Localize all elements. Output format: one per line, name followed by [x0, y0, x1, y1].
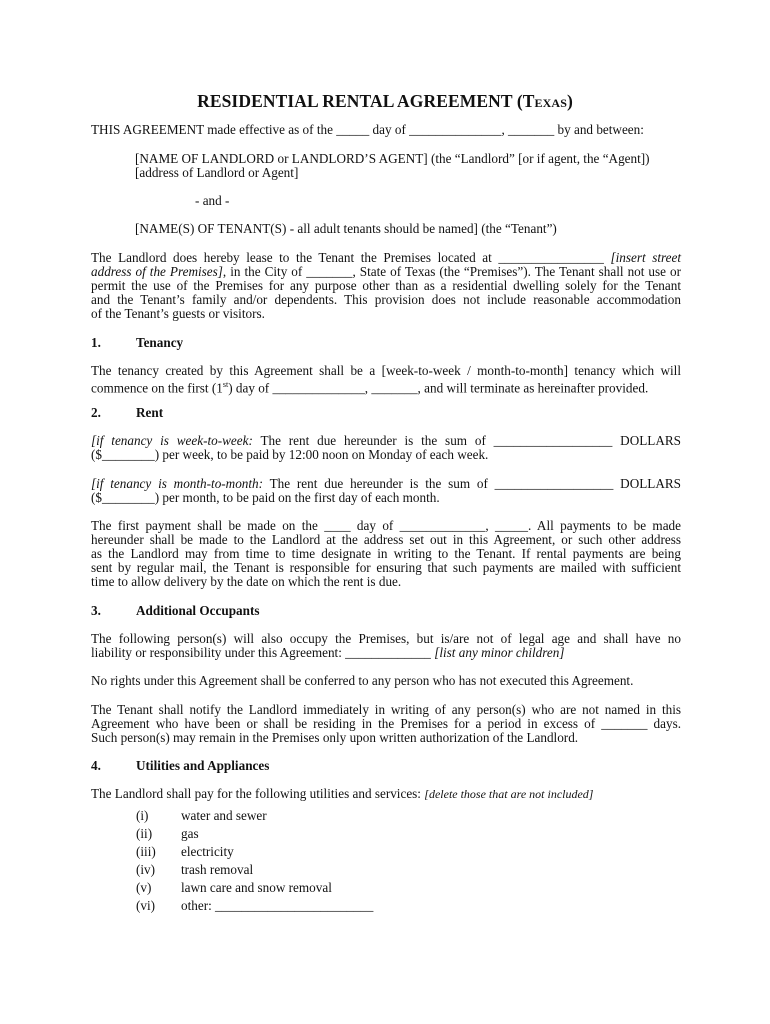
payment-line-1: The first payment shall be made on the ____ day of _____________, _____. All payments to be made [91, 518, 681, 533]
notify-line-3: Such person(s) may remain in the Premises only upon written authorization of the Landlord. [91, 730, 579, 745]
notify-line-2: Agreement who have been or shall be residing in the Premises for a period in excess of _______ days. [91, 716, 681, 731]
utility-item: (iv) trash removal [136, 862, 254, 877]
section-heading-tenancy: 1. Tenancy [91, 335, 184, 350]
title-main: RESIDENTIAL RENTAL AGREEMENT ( [197, 91, 523, 111]
payment-line-3: as the Landlord may from time to time designate in writing to the Tenant. If rental payments are being [91, 546, 681, 561]
and-separator: - and - [195, 193, 230, 208]
premises-line-5: of the Tenant’s guests or visitors. [91, 306, 265, 321]
payment-line-2: hereunder shall be made to the Landlord at the address set out in this Agreement, or such other address [91, 532, 681, 547]
premises-line-2: address of the Premises], in the City of _______, State of Texas (the “Premises”). The Tenant shall not use or [91, 264, 681, 279]
section-heading-rent: 2. Rent [91, 405, 164, 420]
tenancy-line-2: commence on the first (1st) day of ______________, _______, and will terminate as hereinafter provided. [91, 380, 649, 396]
premises-line-1: The Landlord does hereby lease to the Tenant the Premises located at ________________ [insert street [91, 250, 681, 265]
rent-weekly-line-1: [if tenancy is week-to-week: The rent due hereunder is the sum of __________________ DOLLARS [91, 433, 681, 448]
landlord-address-line: [address of Landlord or Agent] [135, 165, 299, 180]
notify-line-1: The Tenant shall notify the Landlord immediately in writing of any person(s) who are not named in this [91, 702, 681, 717]
rent-monthly-line-2: ($________) per month, to be paid on the first day of each month. [91, 490, 440, 505]
utility-item: (i) water and sewer [136, 808, 267, 823]
utility-item: (v) lawn care and snow removal [136, 880, 332, 895]
utilities-intro: The Landlord shall pay for the following utilities and services: [delete those that are not included] [91, 786, 594, 801]
tenant-name-line: [NAME(S) OF TENANT(S) - all adult tenants should be named] (the “Tenant”) [135, 221, 557, 236]
section-heading-utilities: 4. Utilities and Appliances [91, 758, 270, 773]
payment-line-4: sent by regular mail, the Tenant is responsible for ensuring that such payments are mailed with sufficient [91, 560, 681, 575]
agreement-intro-line: THIS AGREEMENT made effective as of the _____ day of ______________, _______ by and between: [91, 122, 644, 137]
title-state: Texas [522, 91, 567, 111]
title-close: ) [566, 91, 573, 111]
rent-weekly-line-2: ($________) per week, to be paid by 12:00 noon on Monday of each week. [91, 447, 489, 462]
tenancy-line-1: The tenancy created by this Agreement shall be a [week-to-week / month-to-month] tenancy which will [91, 363, 681, 378]
document-title [0, 91, 770, 112]
no-rights-line: No rights under this Agreement shall be conferred to any person who has not executed this Agreement. [91, 673, 634, 688]
utility-item: (iii) electricity [136, 844, 234, 859]
landlord-name-line: [NAME OF LANDLORD or LANDLORD’S AGENT] (the “Landlord” [or if agent, the “Agent]) [135, 151, 650, 166]
rent-monthly-line-1: [if tenancy is month-to-month: The rent due hereunder is the sum of __________________ DOLLARS [91, 476, 681, 491]
utility-item: (vi) other: ________________________ [136, 898, 374, 913]
premises-line-3: permit the use of the Premises for any purpose other than as a residential dwelling solely for the Tenant [91, 278, 681, 293]
payment-line-5: time to allow delivery by the date on which the rent is due. [91, 574, 402, 589]
occupants-line-2: liability or responsibility under this Agreement: _____________ [list any minor children] [91, 645, 565, 660]
utility-item: (ii) gas [136, 826, 199, 841]
section-heading-occupants: 3. Additional Occupants [91, 603, 260, 618]
occupants-line-1: The following person(s) will also occupy the Premises, but is/are not of legal age and shall have no [91, 631, 681, 646]
premises-line-4: and the Tenant’s family and/or dependents. This provision does not include reasonable accommodation [91, 292, 681, 307]
